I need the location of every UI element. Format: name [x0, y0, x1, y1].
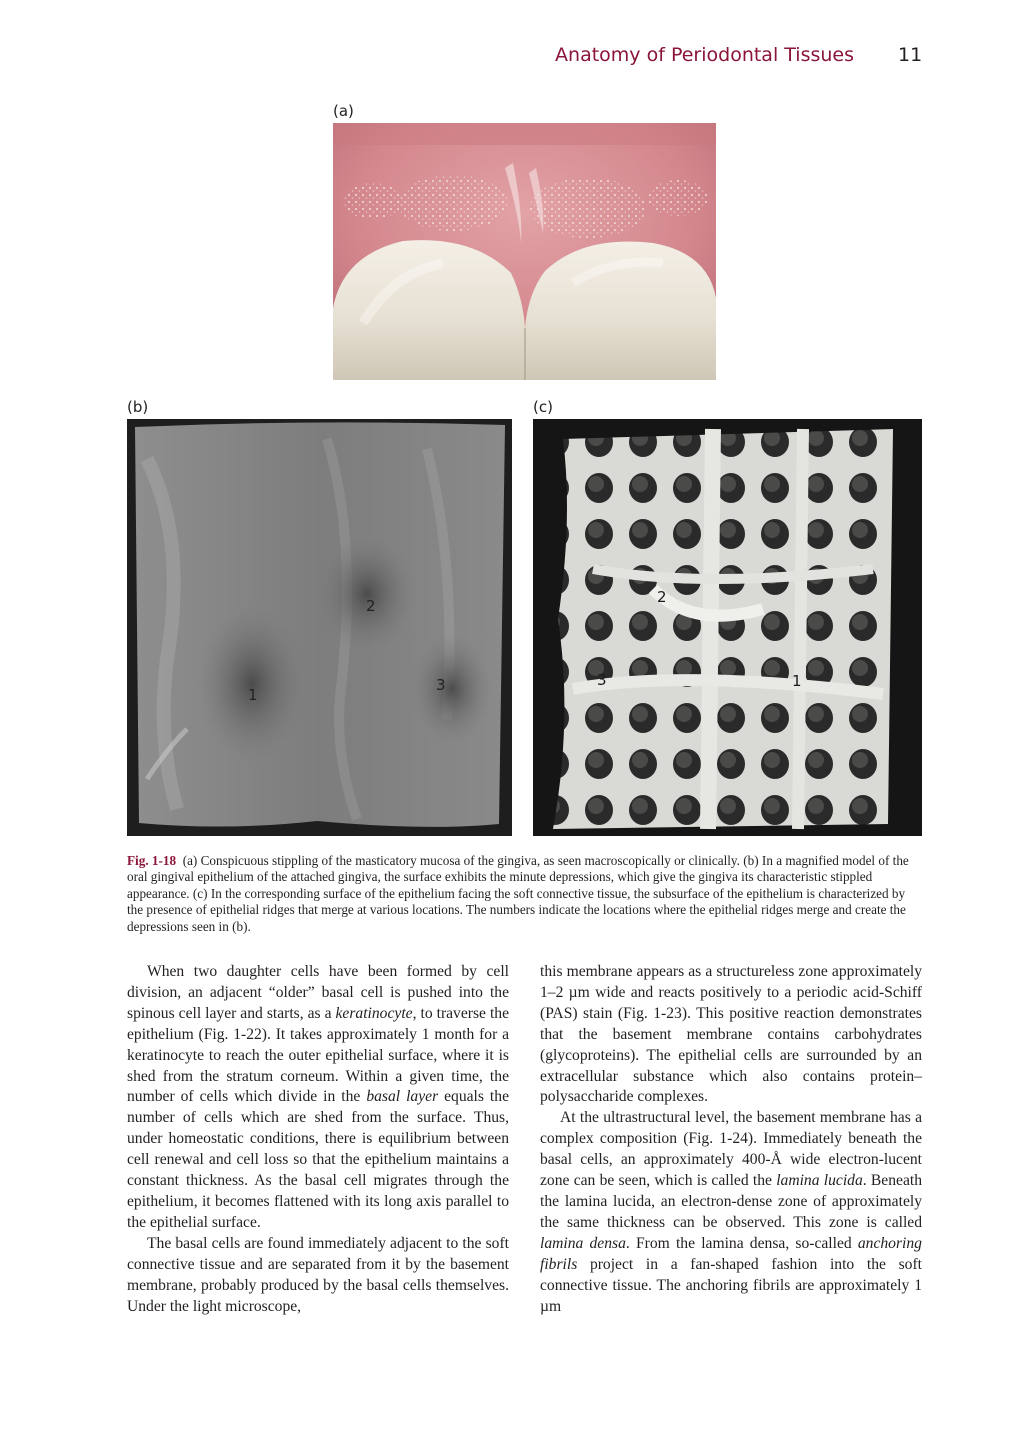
- panel-a-label: (a): [333, 102, 354, 120]
- panel-c-number-1: 1: [792, 672, 802, 690]
- epithelial-ridge-model-photo: [533, 419, 922, 836]
- gingiva-clinical-photo: [333, 123, 716, 380]
- panel-b-number-2: 2: [366, 597, 376, 615]
- page-number: 11: [898, 44, 923, 66]
- panel-b-number-3: 3: [436, 676, 446, 694]
- panel-b-number-1: 1: [248, 686, 258, 704]
- figure-caption: [127, 853, 923, 935]
- body-paragraph: At the ultrastructural level, the basement membrane has a complex composition (Fig. 1-24). Immediately beneath the basal cells, an approximately 400-Å wide electron-lucent zone can be seen, which is called the lamina lucida. Beneath the lamina lucida, an electron-dense zone of approximately the same thickness can be observed. This zone is called lamina densa. From the lamina densa, so-called anchoring fibrils project in a fan-shaped fashion into the soft connective tissue. The anchoring fibrils are approximately 1 µm: [540, 1109, 922, 1315]
- panel-b-label: (b): [127, 398, 149, 416]
- panel-c-number-3: 3: [597, 671, 607, 689]
- body-paragraph: this membrane appears as a structureless zone approximately 1–2 µm wide and reacts positively to a periodic acid-Schiff (PAS) stain (Fig. 1-23). This positive reaction demonstrates that the basement membrane contains carbohydrates (glycoproteins). The epithelial cells are surrounded by an extracellular substance which also contains protein–polysaccharide complexes.: [540, 963, 922, 1106]
- body-column-right: [540, 962, 922, 1317]
- panel-c-label: (c): [533, 398, 553, 416]
- body-paragraph: When two daughter cells have been formed by cell division, an adjacent “older” basal cell is pushed into the spinous cell layer and starts, as a keratinocyte, to traverse the epithelium (Fig. 1-22). It takes approximately 1 month for a keratinocyte to reach the outer epithelial surface, where it is shed from the stratum corneum. Within a given time, the number of cells which divide in the basal layer equals the number of cells which are shed from the surface. Thus, under homeostatic conditions, there is equilibrium between cell renewal and cell loss so that the epithelium maintains a constant thickness. As the basal cell migrates through the epithelium, it becomes flattened with its long axis parallel to the epithelial surface.: [127, 963, 509, 1231]
- caption-text: (a) Conspicuous stippling of the masticatory mucosa of the gingiva, as seen macroscopically or clinically. (b) In a magnified model of the oral gingival epithelium of the attached gingiva, the surface exhibits the minute depressions, which give the gingiva its characteristic stippled appearance. (c) In the corresponding surface of the epithelium facing the soft connective tissue, the subsurface of the epithelium is characterized by the presence of epithelial ridges that merge at various locations. The numbers indicate the locations where the epithelial ridges merge and create the depressions seen in (b).: [127, 853, 909, 934]
- body-paragraph: The basal cells are found immediately adjacent to the soft connective tissue and are separated from it by the basement membrane, probably produced by the basal cells themselves. Under the light microscope,: [127, 1234, 509, 1315]
- body-column-left: [127, 962, 509, 1317]
- epithelial-surface-model-photo: [127, 419, 512, 836]
- running-title: Anatomy of Periodontal Tissues: [555, 44, 854, 66]
- caption-label: Fig. 1-18: [127, 853, 177, 868]
- panel-c-number-2: 2: [657, 588, 667, 606]
